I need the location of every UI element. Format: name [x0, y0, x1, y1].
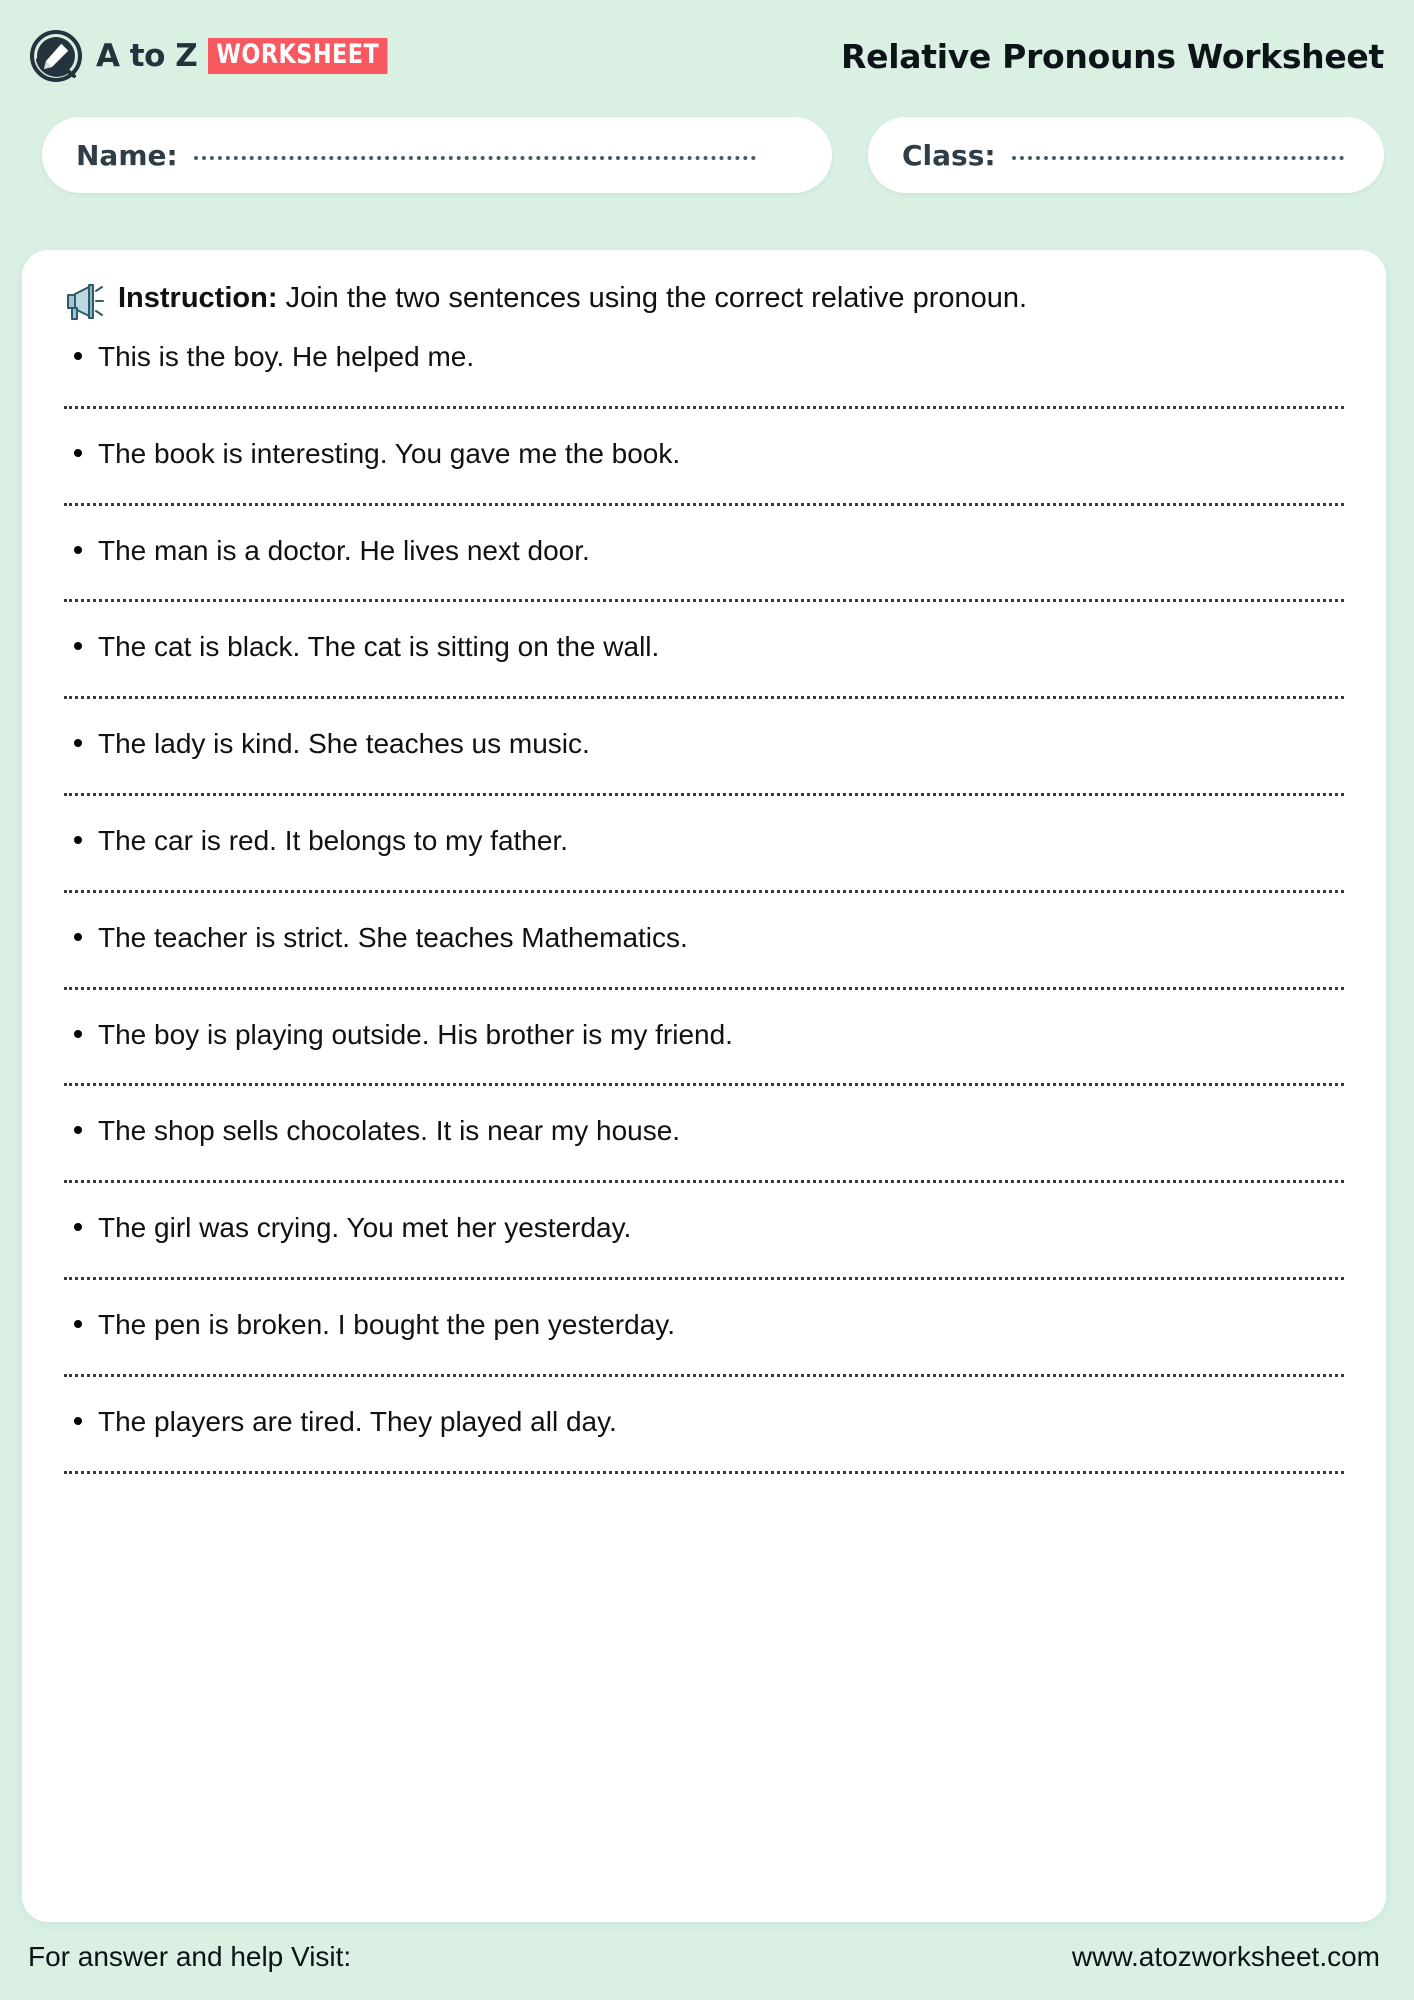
list-item	[64, 919, 1344, 990]
pen-in-circle-logo-icon	[28, 28, 84, 84]
question-text: The players are tired. They played all day.	[98, 1405, 617, 1437]
megaphone-icon	[64, 282, 106, 322]
list-item	[64, 1112, 1344, 1183]
question-text: The lady is kind. She teaches us music.	[98, 728, 590, 760]
question-text: The teacher is strict. She teaches Mathematics.	[98, 921, 688, 953]
list-item	[64, 725, 1344, 796]
footer-website-link[interactable]: www.atozworksheet.com	[1071, 1941, 1380, 1972]
list-item	[64, 1209, 1344, 1280]
bullet-icon	[74, 546, 82, 554]
answer-line[interactable]	[64, 503, 1344, 506]
answer-line[interactable]	[64, 793, 1344, 796]
class-label: Class:	[902, 138, 996, 172]
name-label: Name:	[76, 138, 178, 172]
list-item	[64, 1306, 1344, 1377]
question-text: The cat is black. The cat is sitting on the wall.	[98, 631, 660, 663]
answer-line[interactable]	[64, 987, 1344, 990]
answer-line[interactable]	[64, 890, 1344, 893]
instruction-label: Instruction:	[118, 282, 278, 314]
list-item	[64, 628, 1344, 699]
list-item	[64, 1016, 1344, 1087]
answer-line[interactable]	[64, 1180, 1344, 1183]
page-footer	[0, 1922, 1414, 2000]
question-text: The pen is broken. I bought the pen yesterday.	[98, 1308, 675, 1340]
brand-atoz-text: A to Z	[96, 37, 198, 74]
answer-line[interactable]	[64, 696, 1344, 699]
question-text: The shop sells chocolates. It is near my house.	[98, 1115, 681, 1147]
bullet-icon	[74, 1320, 82, 1328]
brand-logo	[28, 28, 403, 84]
bullet-icon	[74, 352, 82, 360]
question-text: The car is red. It belongs to my father.	[98, 824, 568, 856]
bullet-icon	[74, 1126, 82, 1134]
bullet-icon	[74, 836, 82, 844]
footer-help-text: For answer and help Visit:	[28, 1941, 352, 1972]
question-text: The girl was crying. You met her yesterday.	[98, 1212, 632, 1244]
bullet-icon	[74, 642, 82, 650]
list-item	[64, 532, 1344, 603]
page-title: Relative Pronouns Worksheet	[841, 36, 1384, 76]
brand-worksheet-badge: WORKSHEET	[208, 38, 387, 73]
worksheet-card	[22, 250, 1386, 1922]
list-item	[64, 338, 1344, 409]
question-text: This is the boy. He helped me.	[98, 341, 475, 372]
brand-wordmark	[96, 38, 403, 73]
student-info-row	[0, 112, 1414, 198]
question-text: The book is interesting. You gave me the book.	[98, 437, 681, 469]
bullet-icon	[74, 739, 82, 747]
bullet-icon	[74, 1030, 82, 1038]
answer-line[interactable]	[64, 1374, 1344, 1377]
name-field-box[interactable]	[42, 117, 832, 193]
answer-line[interactable]	[64, 406, 1344, 409]
answer-line[interactable]	[64, 1471, 1344, 1474]
question-text: The boy is playing outside. His brother is my friend.	[98, 1018, 733, 1050]
question-text: The man is a doctor. He lives next door.	[98, 534, 590, 566]
exercise-list	[64, 338, 1344, 1474]
bullet-icon	[74, 933, 82, 941]
answer-line[interactable]	[64, 1277, 1344, 1280]
list-item	[64, 435, 1344, 506]
answer-line[interactable]	[64, 1083, 1344, 1086]
list-item	[64, 822, 1344, 893]
answer-line[interactable]	[64, 599, 1344, 602]
instruction-row	[64, 280, 1344, 322]
name-input-line[interactable]	[194, 156, 756, 160]
instruction-text	[118, 280, 1027, 316]
bullet-icon	[74, 1223, 82, 1231]
class-input-line[interactable]	[1012, 156, 1344, 160]
bullet-icon	[74, 449, 82, 457]
page-header	[0, 0, 1414, 112]
instruction-body: Join the two sentences using the correct relative pronoun.	[285, 282, 1028, 314]
list-item	[64, 1403, 1344, 1474]
bullet-icon	[74, 1417, 82, 1425]
class-field-box[interactable]	[868, 117, 1384, 193]
